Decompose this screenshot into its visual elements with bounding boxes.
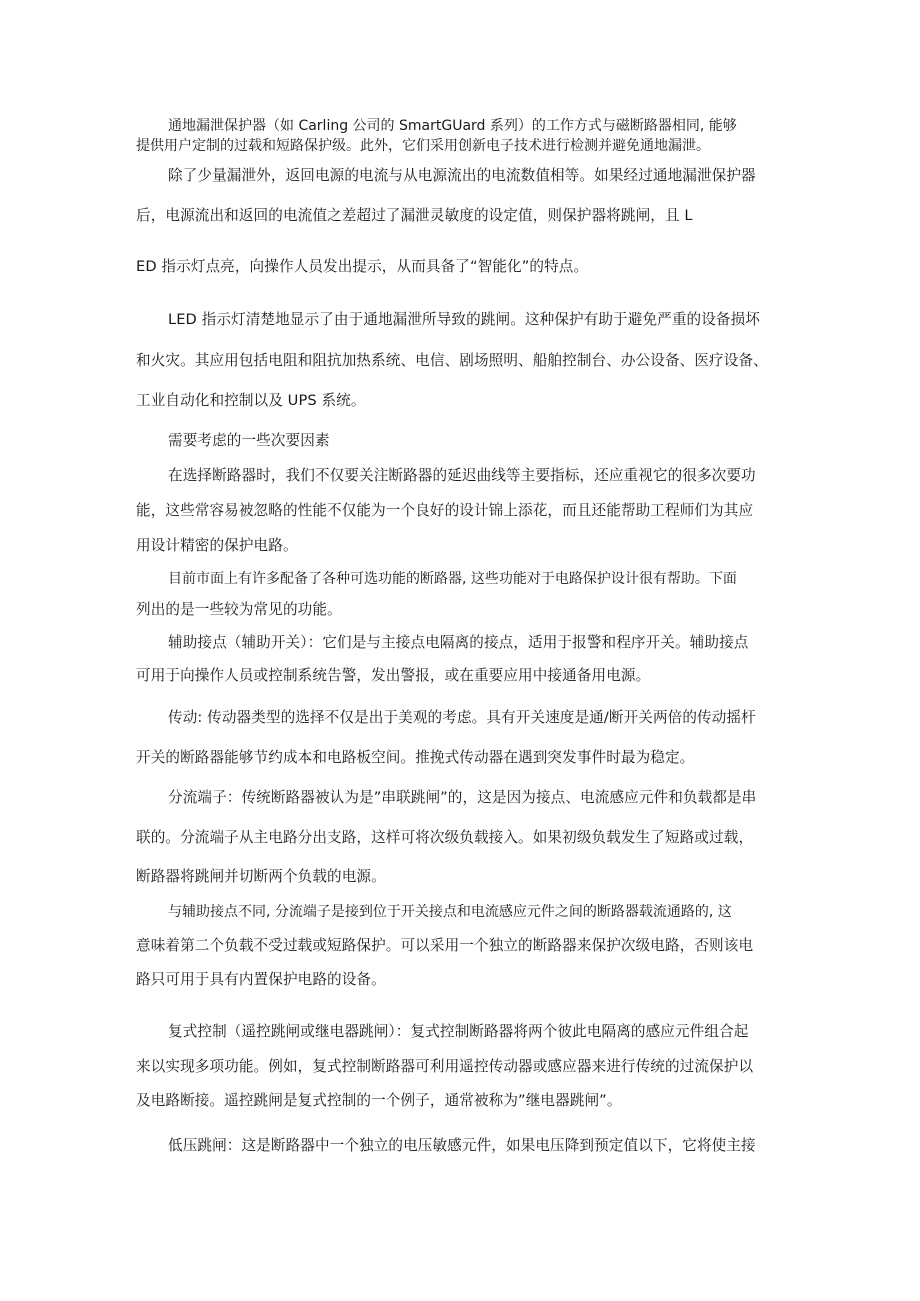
- text-line: 意味着第二个负载不受过载或短路保护。可以采用一个独立的断路器来保护次级电路，否则该电: [136, 937, 754, 954]
- text-line: ED 指示灯点亮，向操作人员发出提示，从而具备了“智能化”的特点。: [136, 258, 589, 275]
- text-line: 通地漏泄保护器（如 Carling 公司的 SmartGUard 系列）的工作方式与磁断路器相同, 能够: [168, 118, 737, 134]
- text-line: 路只可用于具有内置保护电路的设备。: [136, 971, 386, 988]
- section-heading: 需要考虑的一些次要因素: [168, 432, 330, 449]
- text-line: 来以实现多项功能。例如，复式控制断路器可利用遥控传动器或感应器来进行传统的过流保护以: [136, 1058, 754, 1075]
- text-line: 工业自动化和控制以及 UPS 系统。: [136, 392, 366, 409]
- text-line: 可用于向操作人员或控制系统告警，发出警报，或在重要应用中接通备用电源。: [136, 667, 651, 684]
- text-line: 复式控制（遥控跳闸或继电器跳闸）：复式控制断路器将两个彼此电隔离的感应元件组合起: [168, 1023, 749, 1040]
- text-line: 用设计精密的保护电路。: [136, 537, 298, 554]
- text-line: 后，电源流出和返回的电流值之差超过了漏泄灵敏度的设定值，则保护器将跳闸，且 L: [136, 207, 693, 224]
- text-line: 及电路断接。遥控跳闸是复式控制的一个例子，通常被称为”继电器跳闸”。: [136, 1092, 622, 1109]
- text-line: 开关的断路器能够节约成本和电路板空间。推挽式传动器在遇到突发事件时最为稳定。: [136, 749, 695, 766]
- text-line: 目前市面上有许多配备了各种可选功能的断路器, 这些功能对于电路保护设计很有帮助。下面: [168, 571, 737, 587]
- text-line: 低压跳闸：这是断路器中一个独立的电压敏感元件，如果电压降到预定值以下，它将使主接: [168, 1137, 756, 1154]
- text-line: 提供用户定制的过载和短路保护级。此外，它们采用创新电子技术进行检测并避免通地漏泄。: [136, 138, 710, 154]
- text-line: 分流端子：传统断路器被认为是”串联跳闸”的，这是因为接点、电流感应元件和负载都是串: [168, 789, 757, 806]
- text-line: 和火灾。其应用包括电阻和阻抗加热系统、电信、剧场照明、船舶控制台、办公设备、医疗设备、: [136, 352, 768, 369]
- text-line: 与辅助接点不同, 分流端子是接到位于开关接点和电流感应元件之间的断路器载流通路的, 这: [168, 904, 732, 920]
- text-line: 断路器将跳闸并切断两个负载的电源。: [136, 868, 386, 885]
- text-line: 联的。分流端子从主电路分出支路，这样可将次级负载接入。如果初级负载发生了短路或过载，: [136, 829, 754, 846]
- text-line: 除了少量漏泄外，返回电源的电流与从电源流出的电流数值相等。如果经过通地漏泄保护器: [168, 167, 756, 184]
- text-line: 列出的是一些较为常见的功能。: [136, 601, 342, 618]
- text-line: LED 指示灯清楚地显示了由于通地漏泄所导致的跳闸。这种保护有助于避免严重的设备损坏: [168, 311, 760, 328]
- text-line: 辅助接点（辅助开关）：它们是与主接点电隔离的接点，适用于报警和程序开关。辅助接点: [168, 634, 749, 651]
- text-line: 传动: 传动器类型的选择不仅是出于美观的考虑。具有开关速度是通/断开关两倍的传动摇杆: [168, 709, 756, 726]
- text-line: 在选择断路器时，我们不仅要关注断路器的延迟曲线等主要指标，还应重视它的很多次要功: [168, 467, 756, 484]
- text-line: 能，这些常容易被忽略的性能不仅能为一个良好的设计锦上添花，而且还能帮助工程师们为其应: [136, 502, 754, 519]
